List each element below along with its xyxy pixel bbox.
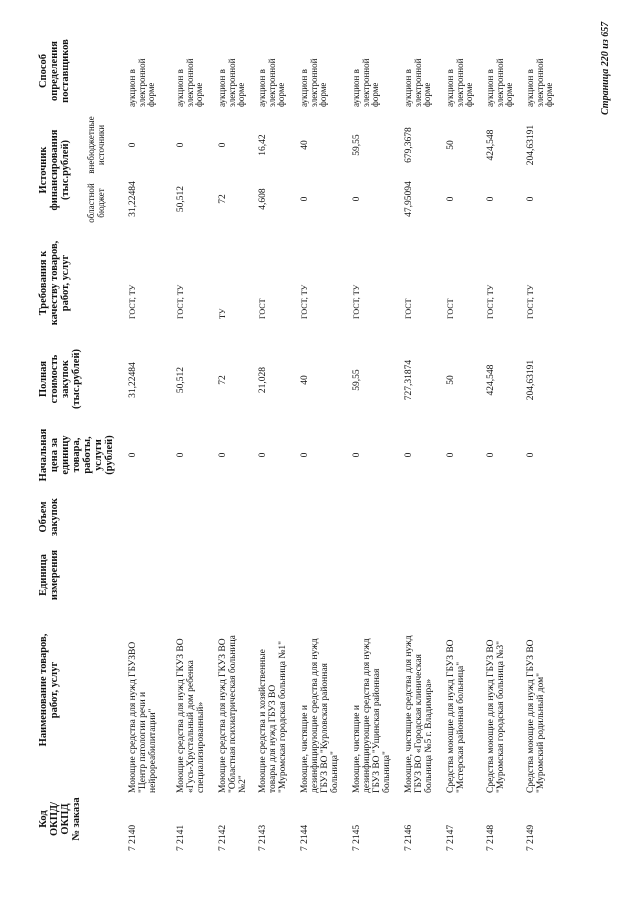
row-code: 7 2146	[404, 824, 414, 851]
row-total: 59,55	[352, 369, 362, 391]
row-total: 204,63191	[526, 359, 536, 401]
row-price: 0	[128, 452, 138, 458]
row-name: Моющие, чистящие и дезинфицирующие средства для нужд ГБУЗ ВО "Курловская районная больница"	[300, 638, 340, 793]
row-code: 7 2141	[176, 824, 186, 851]
row-code: 7 2147	[446, 824, 456, 851]
header-method: Способ определения поставщиков	[38, 39, 71, 103]
row-name: Средства моющие для нужд ГБУЗ ВО "Муромская городская больница №3"	[486, 639, 506, 793]
row-name: Моющие средства для нужд ГКУЗ ВО "Областная психиатрическая больница №2"	[218, 635, 248, 793]
row-extra: 679,3678	[404, 127, 414, 163]
row-extra: 0	[128, 142, 138, 148]
row-code: 7 2140	[128, 824, 138, 851]
header-funding-regional: областной бюджет	[86, 183, 106, 223]
row-price: 0	[486, 452, 496, 458]
row-regional: 50,512	[176, 185, 186, 213]
row-requirements: ГОСТ	[258, 298, 267, 319]
row-method: аукцион в электронной форме	[257, 58, 286, 107]
row-code: 7 2144	[300, 824, 310, 851]
row-method: аукцион в электронной форме	[299, 58, 328, 107]
row-requirements: ГОСТ, ТУ	[526, 284, 535, 319]
row-requirements: ГОСТ	[446, 298, 455, 319]
header-code: Код ОКПД/ ОКПД № заказа	[38, 797, 82, 841]
row-name: Моющие средства для нужд ГКУЗ ВО «Гусь-Хрустальный дом ребенка специализированный»	[176, 638, 206, 793]
page-footer: Страница 220 из 657	[600, 21, 611, 115]
row-code: 7 2142	[218, 824, 228, 851]
header-requirements: Требования к качеству товаров, работ, услуг	[38, 240, 71, 326]
row-price: 0	[446, 452, 456, 458]
row-price: 0	[218, 452, 228, 458]
row-regional: 72	[218, 194, 228, 204]
row-regional: 0	[486, 196, 496, 202]
row-method: аукцион в электронной форме	[445, 58, 474, 107]
row-method: аукцион в электронной форме	[525, 58, 554, 107]
row-total: 40	[300, 375, 310, 385]
row-name: Моющие, чистящие средства для нужд ГБУЗ ВО «Городская клиническая больница №5 г. Владимира»	[404, 635, 434, 793]
row-method: аукцион в электронной форме	[485, 58, 514, 107]
header-funding-extra: внебюджетные источники	[86, 116, 106, 174]
row-code: 7 2149	[526, 824, 536, 851]
row-price: 0	[176, 452, 186, 458]
row-price: 0	[300, 452, 310, 458]
row-price: 0	[352, 452, 362, 458]
row-extra: 0	[176, 142, 186, 148]
row-regional: 31,22484	[128, 181, 138, 217]
row-regional: 47,95094	[404, 181, 414, 217]
row-price: 0	[258, 452, 268, 458]
row-name: Моющие средства и хозяйственные товары для нужд ГБУЗ ВО "Муромская городская больница №1"	[258, 640, 288, 793]
row-price: 0	[404, 452, 414, 458]
row-method: аукцион в электронной форме	[403, 58, 432, 107]
row-code: 7 2145	[352, 824, 362, 851]
row-total: 424,548	[486, 364, 496, 396]
row-name: Средства моющие для нужд ГБУЗ ВО "Мстерская районная больница"	[446, 639, 466, 793]
header-price: Начальная цена за единицу товара, работы, услуги (рублей)	[38, 428, 115, 482]
row-name: Моющие средства для нужд ГБУЗВО "Центр патологии речи и нейрореабилитации"	[128, 641, 158, 793]
row-method: аукцион в электронной форме	[175, 58, 204, 107]
row-total: 31,22484	[128, 362, 138, 398]
row-name: Средства моющие для нужд ГБУЗ ВО "Муромский родильный дом"	[526, 639, 546, 793]
header-unit: Единица измерения	[38, 549, 60, 601]
header-name: Наименование товаров, работ, услуг	[38, 633, 60, 747]
header-funding: Источник финансирования (тыс.рублей)	[38, 129, 71, 211]
row-price: 0	[526, 452, 536, 458]
header-volume: Объем закупок	[38, 498, 60, 536]
row-requirements: ГОСТ, ТУ	[300, 284, 309, 319]
row-extra: 50	[446, 140, 456, 150]
row-requirements: ГОСТ	[404, 298, 413, 319]
row-requirements: ГОСТ, ТУ	[486, 284, 495, 319]
row-extra: 40	[300, 140, 310, 150]
row-method: аукцион в электронной форме	[127, 58, 156, 107]
row-requirements: ГОСТ, ТУ	[176, 284, 185, 319]
row-total: 50,512	[176, 366, 186, 394]
row-total: 727,31874	[404, 359, 414, 401]
row-regional: 0	[446, 196, 456, 202]
row-extra: 424,548	[486, 129, 496, 161]
row-method: аукцион в электронной форме	[351, 58, 380, 107]
row-extra: 59,55	[352, 134, 362, 156]
row-method: аукцион в электронной форме	[217, 58, 246, 107]
row-requirements: ТУ	[218, 308, 227, 319]
row-extra: 204,63191	[526, 124, 536, 166]
row-code: 7 2143	[258, 824, 268, 851]
row-total: 72	[218, 375, 228, 385]
row-requirements: ГОСТ, ТУ	[352, 284, 361, 319]
row-requirements: ГОСТ, ТУ	[128, 284, 137, 319]
row-total: 21,028	[258, 366, 268, 394]
header-total: Полная стоимость закупок (тыс.рублей)	[38, 348, 82, 410]
row-name: Моющие, чистящие и дезинфицирующие средства для нужд ГБУЗ ВО "Ущинская районная больница"	[352, 638, 392, 793]
row-total: 50	[446, 375, 456, 385]
row-extra: 0	[218, 142, 228, 148]
row-regional: 0	[352, 196, 362, 202]
row-extra: 16,42	[258, 134, 268, 156]
row-regional: 0	[526, 196, 536, 202]
row-regional: 4,608	[258, 188, 268, 210]
row-code: 7 2148	[486, 824, 496, 851]
row-regional: 0	[300, 196, 310, 202]
